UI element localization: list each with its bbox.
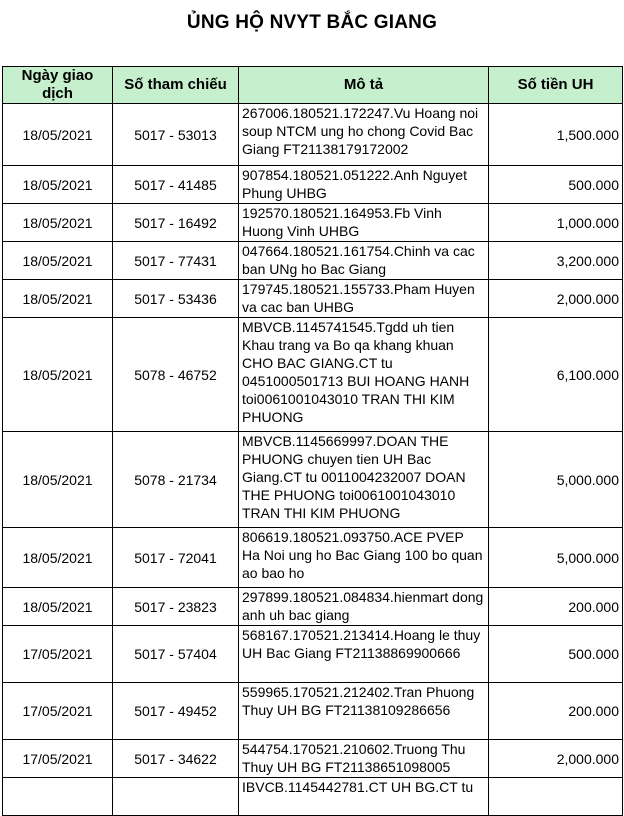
cell-reference[interactable]: 5017 - 34622 [113, 740, 239, 778]
cell-description[interactable]: 806619.180521.093750.ACE PVEP Ha Noi ung ho Bac Giang 100 bo quan ao bao ho [239, 528, 489, 588]
donation-table [2, 66, 623, 816]
cell-amount[interactable]: 500.000 [489, 166, 623, 204]
table-row[interactable] [3, 432, 623, 528]
sheet-title: ỦNG HỘ NVYT BẮC GIANG [186, 12, 438, 33]
header-description: Mô tả [239, 67, 489, 104]
table-row[interactable] [3, 204, 623, 242]
cell-reference[interactable]: 5017 - 23823 [113, 588, 239, 626]
cell-date[interactable]: 18/05/2021 [3, 528, 113, 588]
table-row[interactable] [3, 528, 623, 588]
cell-amount[interactable]: 500.000 [489, 626, 623, 683]
cell-date[interactable]: 17/05/2021 [3, 740, 113, 778]
cell-description[interactable]: MBVCB.1145669997.DOAN THE PHUONG chuyen tien UH Bac Giang.CT tu 0011004232007 DOAN THE PHUONG toi0061001043010 TRAN THI KIM PHUONG [239, 432, 489, 528]
cell-description[interactable]: 297899.180521.084834.hienmart dong anh uh bac giang [239, 588, 489, 626]
cell-amount[interactable]: 200.000 [489, 588, 623, 626]
cell-date[interactable]: 18/05/2021 [3, 204, 113, 242]
cell-description[interactable]: 267006.180521.172247.Vu Hoang noi soup NTCM ung ho chong Covid Bac Giang FT21138179172002 [239, 104, 489, 166]
cell-amount[interactable]: 200.000 [489, 683, 623, 740]
cell-reference[interactable]: 5078 - 46752 [113, 318, 239, 432]
cell-reference[interactable]: 5017 - 53013 [113, 104, 239, 166]
table-row[interactable] [3, 104, 623, 166]
header-amount: Số tiền UH [489, 67, 623, 104]
table-row[interactable] [3, 683, 623, 740]
table-row[interactable] [3, 242, 623, 280]
table-row[interactable] [3, 166, 623, 204]
table-row[interactable] [3, 588, 623, 626]
cell-date[interactable]: 18/05/2021 [3, 432, 113, 528]
cell-amount[interactable]: 5,000.000 [489, 528, 623, 588]
cell-date[interactable]: 17/05/2021 [3, 626, 113, 683]
cell-amount[interactable]: 6,100.000 [489, 318, 623, 432]
cell-reference[interactable]: 5017 - 53436 [113, 280, 239, 318]
table-row[interactable] [3, 280, 623, 318]
cell-date[interactable]: 18/05/2021 [3, 104, 113, 166]
cell-reference[interactable] [113, 778, 239, 816]
cell-description[interactable]: 559965.170521.212402.Tran Phuong Thuy UH BG FT21138109286656 [239, 683, 489, 740]
cell-description[interactable]: 907854.180521.051222.Anh Nguyet Phung UHBG [239, 166, 489, 204]
cell-reference[interactable]: 5017 - 49452 [113, 683, 239, 740]
cell-description[interactable]: 179745.180521.155733.Pham Huyen va cac ban UHBG [239, 280, 489, 318]
cell-amount[interactable] [489, 778, 623, 816]
cell-amount[interactable]: 3,200.000 [489, 242, 623, 280]
cell-date[interactable]: 17/05/2021 [3, 683, 113, 740]
cell-amount[interactable]: 2,000.000 [489, 280, 623, 318]
cell-description[interactable]: 192570.180521.164953.Fb Vinh Huong Vinh UHBG [239, 204, 489, 242]
cell-date[interactable]: 18/05/2021 [3, 588, 113, 626]
header-date: Ngày giao dịch [3, 67, 113, 104]
cell-description[interactable]: 568167.170521.213414.Hoang le thuy UH Bac Giang FT21138869900666 [239, 626, 489, 683]
blank-row [0, 46, 624, 66]
cell-description[interactable]: 047664.180521.161754.Chinh va cac ban UNg ho Bac Giang [239, 242, 489, 280]
table-row[interactable] [3, 740, 623, 778]
cell-reference[interactable]: 5017 - 41485 [113, 166, 239, 204]
cell-reference[interactable]: 5017 - 16492 [113, 204, 239, 242]
cell-reference[interactable]: 5078 - 21734 [113, 432, 239, 528]
cell-amount[interactable]: 2,000.000 [489, 740, 623, 778]
cell-amount[interactable]: 1,000.000 [489, 204, 623, 242]
cell-description[interactable]: MBVCB.1145741545.Tgdd uh tien Khau trang va Bo qa khang khuan CHO BAC GIANG.CT tu 0451000501713 BUI HOANG HANH toi0061001043010 TRAN THI KIM PHUONG [239, 318, 489, 432]
cell-date[interactable]: 18/05/2021 [3, 280, 113, 318]
cell-date[interactable]: 18/05/2021 [3, 166, 113, 204]
cell-amount[interactable]: 5,000.000 [489, 432, 623, 528]
table-row[interactable] [3, 318, 623, 432]
cell-reference[interactable]: 5017 - 57404 [113, 626, 239, 683]
cell-reference[interactable]: 5017 - 72041 [113, 528, 239, 588]
cell-reference[interactable]: 5017 - 77431 [113, 242, 239, 280]
cell-amount[interactable]: 1,500.000 [489, 104, 623, 166]
cell-description[interactable]: 544754.170521.210602.Truong Thu Thuy UH BG FT21138651098005 [239, 740, 489, 778]
table-row[interactable] [3, 778, 623, 816]
cell-date[interactable]: 18/05/2021 [3, 242, 113, 280]
table-row[interactable] [3, 626, 623, 683]
cell-description[interactable]: IBVCB.1145442781.CT UH BG.CT tu [239, 778, 489, 816]
header-row [3, 67, 623, 104]
cell-date[interactable]: 18/05/2021 [3, 318, 113, 432]
cell-date[interactable] [3, 778, 113, 816]
header-reference: Số tham chiếu [113, 67, 239, 104]
